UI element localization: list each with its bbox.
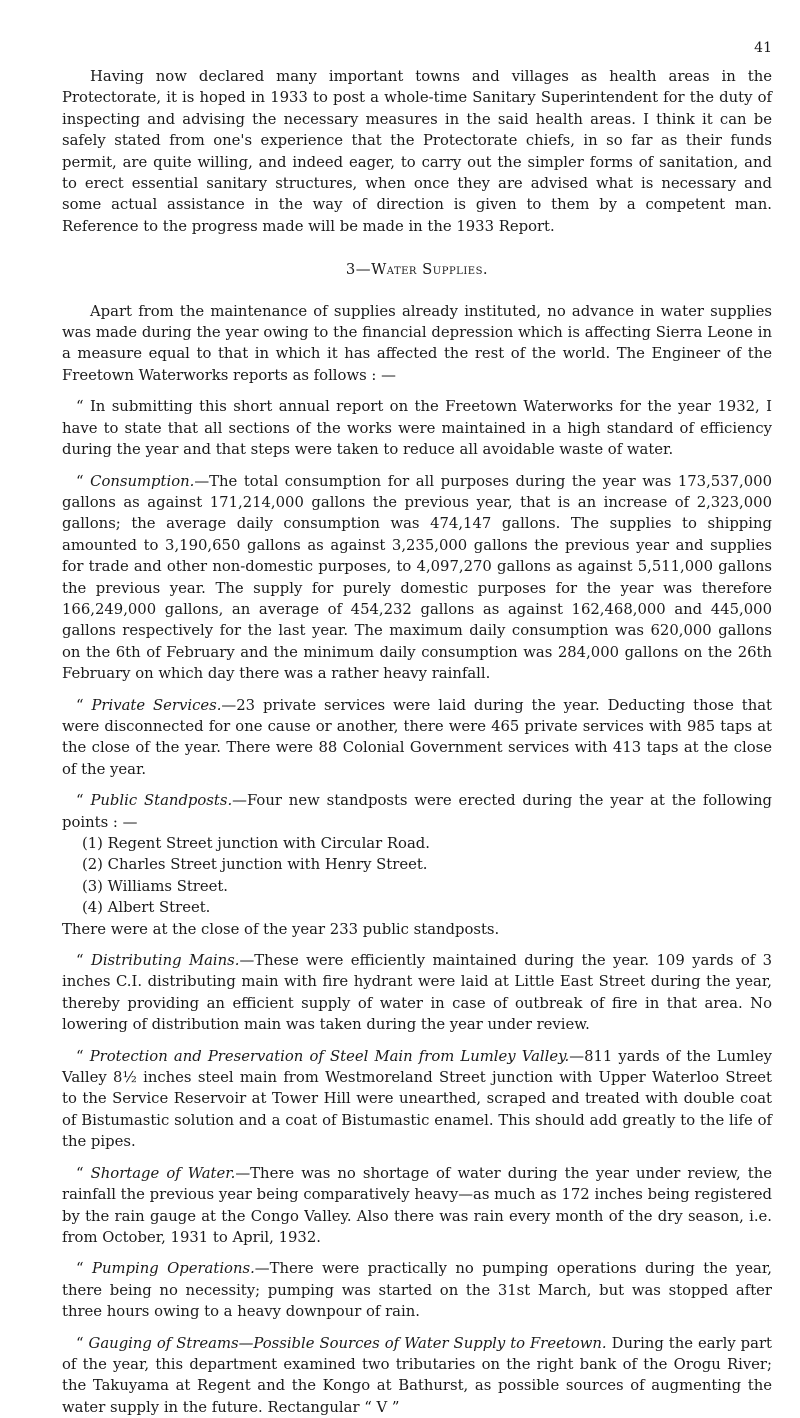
pumping-text: —There were practically no pumping operations during the year, there being no necessity; pumping was started on the 31st March, but was stopped after three hours owing to a heavy downpour of rain.	[62, 1260, 772, 1321]
consumption-paragraph: “ Consumption.—The total consumption for all purposes during the year was 173,537,000 gallons as against 171,214,000 gallons the previous year, that is an increase of 2,323,000 gallons; the average daily consumption was 474,147 gallons. The supplies to shipping amounted to 3,190,650 gallons as against 3,235,000 gallons the previous year and supplies for trade and other non-domestic purposes, to 4,097,270 gallons as against 5,511,000 gallons the previous year. The supply for purely domestic purposes for the year was therefore 166,249,000 gallons, an average of 454,232 gallons as against 162,468,000 and 445,000 gallons respectively for the last year. The maximum daily consumption was 620,000 gallons on the 6th of February and the minimum daily consumption was 284,000 gallons on the 26th February on which day there was a rather heavy rainfall.	[62, 472, 772, 683]
protection-title: Protection and Preservation of Steel Main from Lumley Valley.	[89, 1047, 570, 1065]
section-heading: 3—Water Supplies.	[345, 261, 489, 279]
public-standposts-paragraph: “ Public Standposts.—Four new standposts were erected during the year at the following points : —	[62, 792, 772, 831]
report-intro: “ In submitting this short annual report on the Freetown Waterworks for the year 1932, I have to state that all sections of the works were maintained in a high standard of efficiency during the year and that steps were taken to reduce all avoidable waste of water.	[62, 398, 772, 459]
gauging-paragraph: “ Gauging of Streams—Possible Sources of Water Supply to Freetown. During the early part of the year, this department examined two tributaries on the right bank of the Orogu River; the Takuyama at Regent and the Kongo at Bathurst, as possible sources of augmenting the water supply in the future. Rectangular “ V ”	[62, 1334, 772, 1416]
private-services-text: —23 private services were laid during the year. Deducting those that were disconnected for one cause or another, there were 465 private services with 985 taps at the close of the year. There were 88 Colonial Government services with 413 taps at the close of the year.	[62, 696, 773, 778]
pumping-title: Pumping Operations.	[91, 1260, 255, 1278]
page-number: 41	[754, 40, 772, 56]
list-item: (3) Williams Street.	[82, 877, 229, 895]
shortage-title: Shortage of Water.	[90, 1164, 236, 1182]
list-item: (1) Regent Street junction with Circular Road.	[82, 835, 430, 852]
shortage-paragraph: “ Shortage of Water.—There was no shortage of water during the year under review, the rainfall the previous year being comparatively heavy—as much as 172 inches being registered by the rain gauge at the Congo Valley. Also there was rain every month of the dry season, i.e. from October, 1931 to April, 1932.	[62, 1164, 772, 1246]
consumption-text: —The total consumption for all purposes during the year was 173,537,000 gallons as against 171,214,000 gallons the previous year, that is an increase of 2,323,000 gallons; the average daily consumption was 474,147 gallons. The supplies to shipping amounted to 3,190,650 gallons as against 3,235,000 gallons the previous year and supplies for trade and other non-domestic purposes, to 4,097,270 gallons as against 5,511,000 gallons the previous year. The supply for purely domestic purposes for the year was therefore 166,249,000 gallons, an average of 454,232 gallons as against 162,468,000 and 445,000 gallons respectively for the last year. The maximum daily consumption was 620,000 gallons on the 6th of February and the minimum daily consumption was 284,000 gallons on the 26th February on which day there was a rather heavy rainfall.	[62, 472, 772, 683]
section-intro: Apart from the maintenance of supplies already instituted, no advance in water supplies was made during the year owing to the financial depression which is affecting Sierra Leone in a measure equal to that in which it has affected the rest of the world. The Engineer of the Freetown Waterworks reports as follows : —	[62, 302, 772, 384]
distributing-mains-text: —These were efficiently maintained during the year. 109 yards of 3 inches C.I. distributing main with fire hydrant were laid at Little East Street during the year, thereby providing an efficient supply of water in case of outbreak of fire in that area. No lowering of distribution main was taken during the year under review.	[62, 952, 772, 1034]
list-item: (2) Charles Street junction with Henry Street.	[82, 856, 428, 874]
protection-paragraph: “ Protection and Preservation of Steel Main from Lumley Valley.—811 yards of the Lumley Valley 8½ inches steel main from Westmoreland Street junction with Upper Waterloo Street to the Service Reservoir at Tower Hill were unearthed, scraped and treated with double coat of Bistumastic solution and a coat of Bistumastic enamel. This should add greatly to the life of the pipes.	[62, 1047, 772, 1151]
pumping-paragraph: “ Pumping Operations.—There were practically no pumping operations during the year, there being no necessity; pumping was started on the 31st March, but was stopped after three hours owing to a heavy downpour of rain.	[62, 1260, 772, 1321]
distributing-mains-paragraph: “ Distributing Mains.—These were efficiently maintained during the year. 109 yards of 3 inches C.I. distributing main with fire hydrant were laid at Little East Street during the year, thereby providing an efficient supply of water in case of outbreak of fire in that area. No lowering of distribution main was taken during the year under review.	[62, 952, 772, 1034]
gauging-text: During the early part of the year, this department examined two tributaries on the right bank of the Orogu River; the Takuyama at Regent and the Kongo at Bathurst, as possible sources of augmenting the water supply in the future. Rectangular “ V ”	[62, 1334, 772, 1416]
standposts-list	[62, 833, 772, 919]
private-services-paragraph: “ Private Services.—23 private services were laid during the year. Deducting those that were disconnected for one cause or another, there were 465 private services with 985 taps at the close of the year. There were 88 Colonial Government services with 413 taps at the close of the year.	[62, 696, 773, 778]
gauging-title: Gauging of Streams—Possible Sources of Water Supply to Freetown.	[88, 1334, 607, 1352]
distributing-mains-title: Distributing Mains.	[90, 952, 240, 970]
consumption-title: Consumption.	[90, 472, 195, 490]
public-standposts-title: Public Standposts.	[90, 792, 233, 810]
intro-paragraph: Having now declared many important towns and villages as health areas in the Protectorate, it is hoped in 1933 to post a whole-time Sanitary Superintendent for the duty of inspecting and advising the necessary measures in the said health areas. I think it can be safely stated from one's experience that the Protectorate chiefs, in so far as their funds permit, are quite willing, and indeed eager, to carry out the simpler forms of sanitation, and to erect essential sanitary structures, when once they are advised what is necessary and some actual assistance in the way of direction is given to them by a competent man. Reference to the progress made will be made in the 1933 Report.	[62, 68, 772, 235]
public-standposts-text: —Four new standposts were erected during the year at the following points : —	[62, 792, 772, 831]
protection-text: —811 yards of the Lumley Valley 8½ inches steel main from Westmoreland Street junction with Upper Waterloo Street to the Service Reservoir at Tower Hill were unearthed, scraped and treated with double coat of Bistumastic solution and a coat of Bistumastic enamel. This should add greatly to the life of the pipes.	[62, 1047, 772, 1151]
shortage-text: —There was no shortage of water during the year under review, the rainfall the previous year being comparatively heavy—as much as 172 inches being registered by the rain gauge at the Congo Valley. Also there was rain every month of the dry season, i.e. from October, 1931 to April, 1932.	[62, 1164, 772, 1246]
list-item: (4) Albert Street.	[82, 899, 211, 917]
page-body	[62, 66, 772, 1418]
standposts-closing: There were at the close of the year 233 public standposts.	[62, 920, 500, 938]
private-services-title: Private Services.	[91, 696, 222, 714]
